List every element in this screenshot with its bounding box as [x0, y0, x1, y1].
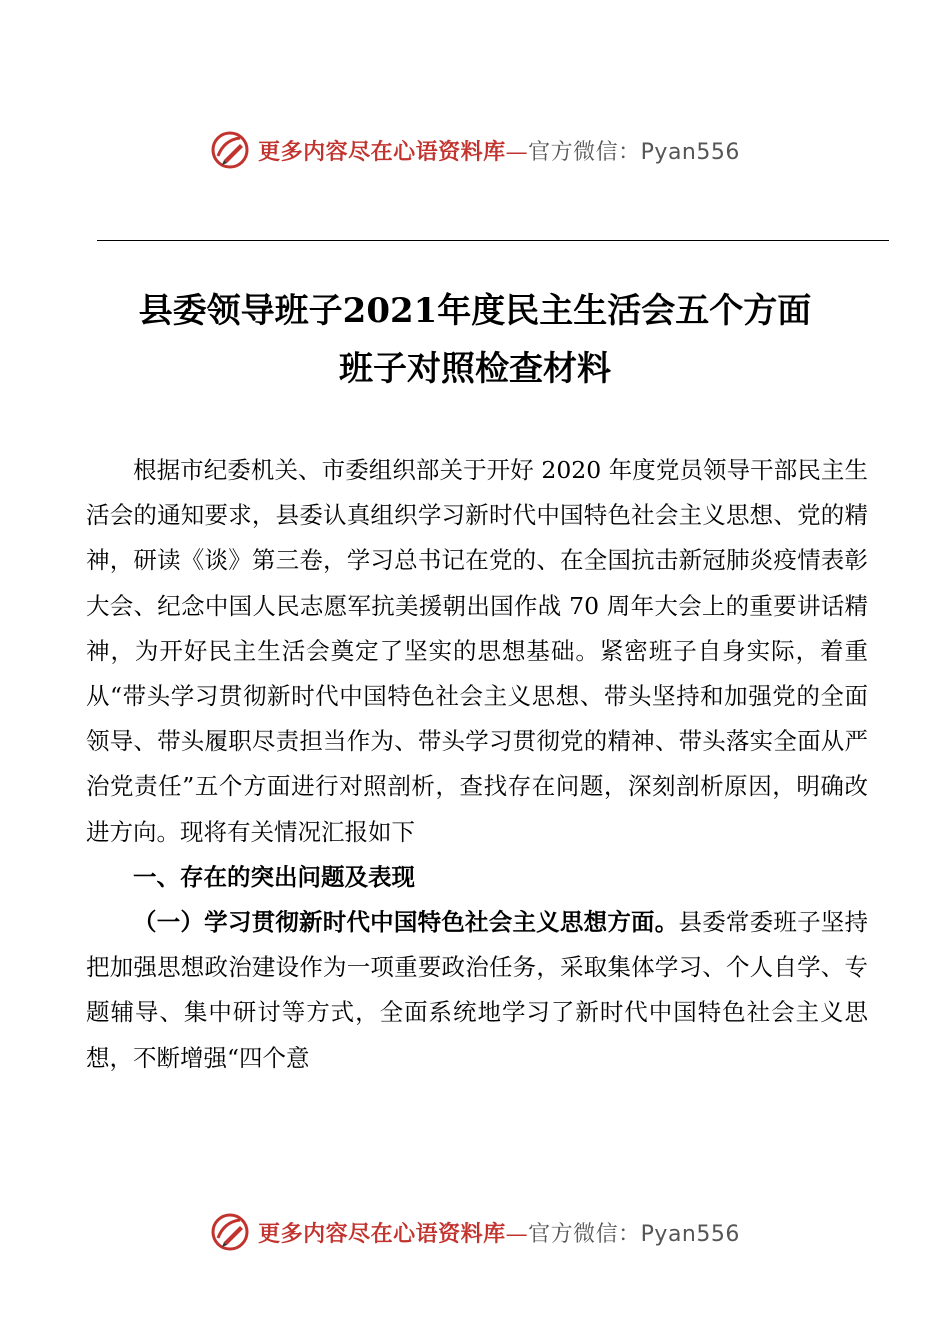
watermark-banner-top: [0, 128, 950, 172]
subsection-text: 县委常委班子坚持把加强思想政治建设作为一项重要政治任务，采取集体学习、个人自学、专题辅导、集中研讨等方式，全面系统地学习了新时代中国特色社会主义思想，不断增强“四个意: [86, 908, 869, 1072]
subsection-paragraph: [86, 900, 868, 1081]
title-line-1: 县委领导班子2021年度民主生活会五个方面: [138, 291, 812, 331]
document-body: [86, 448, 868, 1081]
section-heading: 一、存在的突出问题及表现: [133, 862, 415, 891]
watermark-text: 更多内容尽在心语资料库—官方微信：Pyan556: [258, 138, 740, 165]
watermark-text: 更多内容尽在心语资料库—官方微信：Pyan556: [258, 1220, 740, 1247]
header-rule: [97, 240, 889, 241]
intro-paragraph: 根据市纪委机关、市委组织部关于开好 2020 年度党员领导干部民主生活会的通知要求，县委认真组织学习新时代中国特色社会主义思想、党的精神，研读《谈》第三卷，学习总书记在党的、在全国抗击新冠肺炎疫情表彰大会、纪念中国人民志愿军抗美援朝出国作战 70 周年大会上的重要讲话精神，为开好民主生活会奠定了坚实的思想基础。紧密班子自身实际，着重从“带头学习贯彻新时代中国特色社会主义思想、带头坚持和加强党的全面领导、带头履职尽责担当作为、带头学习贯彻党的精神、带头落实全面从严治党责任”五个方面进行对照剖析，查找存在问题，深刻剖析原因，明确改进方向。现将有关情况汇报如下: [86, 456, 868, 846]
watermark-banner-bottom: [0, 1210, 950, 1254]
pen-logo-icon: [210, 130, 250, 170]
title-line-2: 班子对照检查材料: [339, 349, 611, 389]
document-title: [60, 282, 890, 398]
pen-logo-icon: [210, 1212, 250, 1252]
subsection-lead: （一）学习贯彻新时代中国特色社会主义思想方面。: [133, 908, 679, 937]
